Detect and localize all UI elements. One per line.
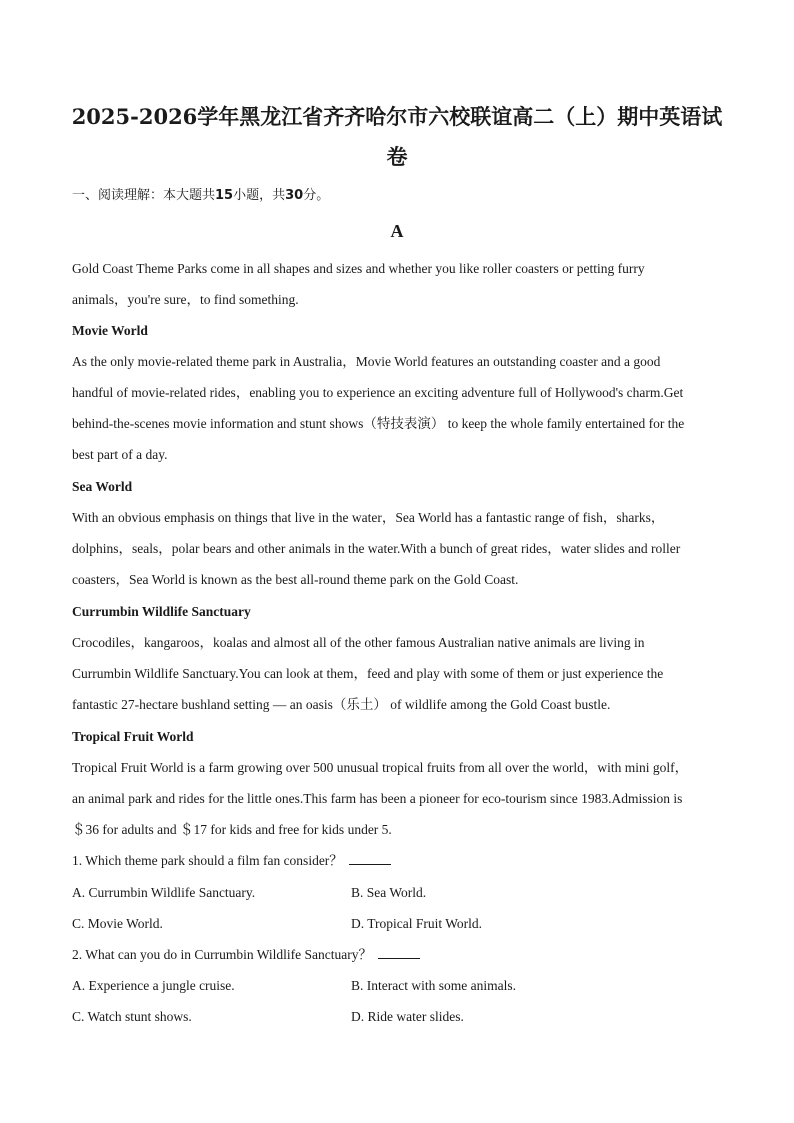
paragraph-line: Tropical Fruit World is a farm growing over 500 unusual tropical fruits from all over the world，with mini golf， <box>72 760 689 775</box>
paragraph-line: As the only movie-related theme park in Australia，Movie World features an outstanding coaster and a good <box>72 354 661 369</box>
paragraph-line: behind-the-scenes movie information and stunt shows（特技表演） to keep the whole family entertained for the <box>72 416 685 431</box>
section-mid: 小题，共 <box>233 188 286 203</box>
question-2-option-d[interactable]: D. Ride water slides. <box>351 1009 464 1024</box>
paragraph-line: ＄36 for adults and ＄17 for kids and free for kids under 5. <box>72 822 392 837</box>
paragraph-line: Currumbin Wildlife Sanctuary.You can look at them，feed and play with some of them or just experience the <box>72 666 664 681</box>
total-score: 30 <box>285 188 304 203</box>
section-heading <box>72 184 329 203</box>
park-heading-movie-world: Movie World <box>72 323 148 338</box>
question-text: 2. What can you do in Currumbin Wildlife Sanctuary？ <box>72 947 373 962</box>
question-1-option-b[interactable]: B. Sea World. <box>351 885 427 900</box>
park-heading-currumbin: Currumbin Wildlife Sanctuary <box>72 604 251 619</box>
park-heading-tropical-fruit-world: Tropical Fruit World <box>72 729 194 744</box>
paragraph-line: handful of movie-related rides，enabling you to experience an exciting adventure full of Hollywood's charm.Get <box>72 385 684 400</box>
paragraph-line: With an obvious emphasis on things that live in the water，Sea World has a fantastic range of fish，sharks， <box>72 510 665 525</box>
passage-letter: A <box>390 221 404 241</box>
question-2-stem <box>72 945 420 965</box>
question-1-option-c[interactable]: C. Movie World. <box>72 916 163 931</box>
question-2-option-c[interactable]: C. Watch stunt shows. <box>72 1009 192 1024</box>
question-text: 1. Which theme park should a film fan consider？ <box>72 853 343 868</box>
paragraph-line: Crocodiles，kangaroos，koalas and almost all of the other famous Australian native animals are living in <box>72 635 645 650</box>
answer-blank[interactable] <box>349 852 391 865</box>
exam-title-line-1: 2025-2026学年黑龙江省齐齐哈尔市六校联谊高二（上）期中英语试 <box>71 104 723 129</box>
intro-line: animals，you're sure，to find something. <box>72 292 299 307</box>
question-count: 15 <box>215 188 234 203</box>
park-heading-sea-world: Sea World <box>72 479 133 494</box>
question-2-option-a[interactable]: A. Experience a jungle cruise. <box>72 978 235 993</box>
section-suffix: 分。 <box>303 188 330 203</box>
paragraph-line: an animal park and rides for the little ones.This farm has been a pioneer for eco-tourism since 1983.Admission is <box>72 791 683 806</box>
question-1-option-a[interactable]: A. Currumbin Wildlife Sanctuary. <box>72 885 256 900</box>
paragraph-line: best part of a day. <box>72 447 168 462</box>
question-1-option-d[interactable]: D. Tropical Fruit World. <box>351 916 483 931</box>
paragraph-line: fantastic 27-hectare bushland setting — an oasis（乐土） of wildlife among the Gold Coast bustle. <box>72 697 611 712</box>
question-1-stem <box>72 851 391 871</box>
answer-blank[interactable] <box>378 946 420 959</box>
intro-line: Gold Coast Theme Parks come in all shapes and sizes and whether you like roller coasters or petting furry <box>72 261 645 276</box>
exam-title-line-2: 卷 <box>386 144 408 169</box>
question-2-option-b[interactable]: B. Interact with some animals. <box>351 978 516 993</box>
paragraph-line: coasters，Sea World is known as the best all-round theme park on the Gold Coast. <box>72 572 519 587</box>
section-prefix: 一、阅读理解：本大题共 <box>72 188 216 203</box>
paragraph-line: dolphins，seals，polar bears and other animals in the water.With a bunch of great rides，water slides and roller <box>72 541 681 556</box>
